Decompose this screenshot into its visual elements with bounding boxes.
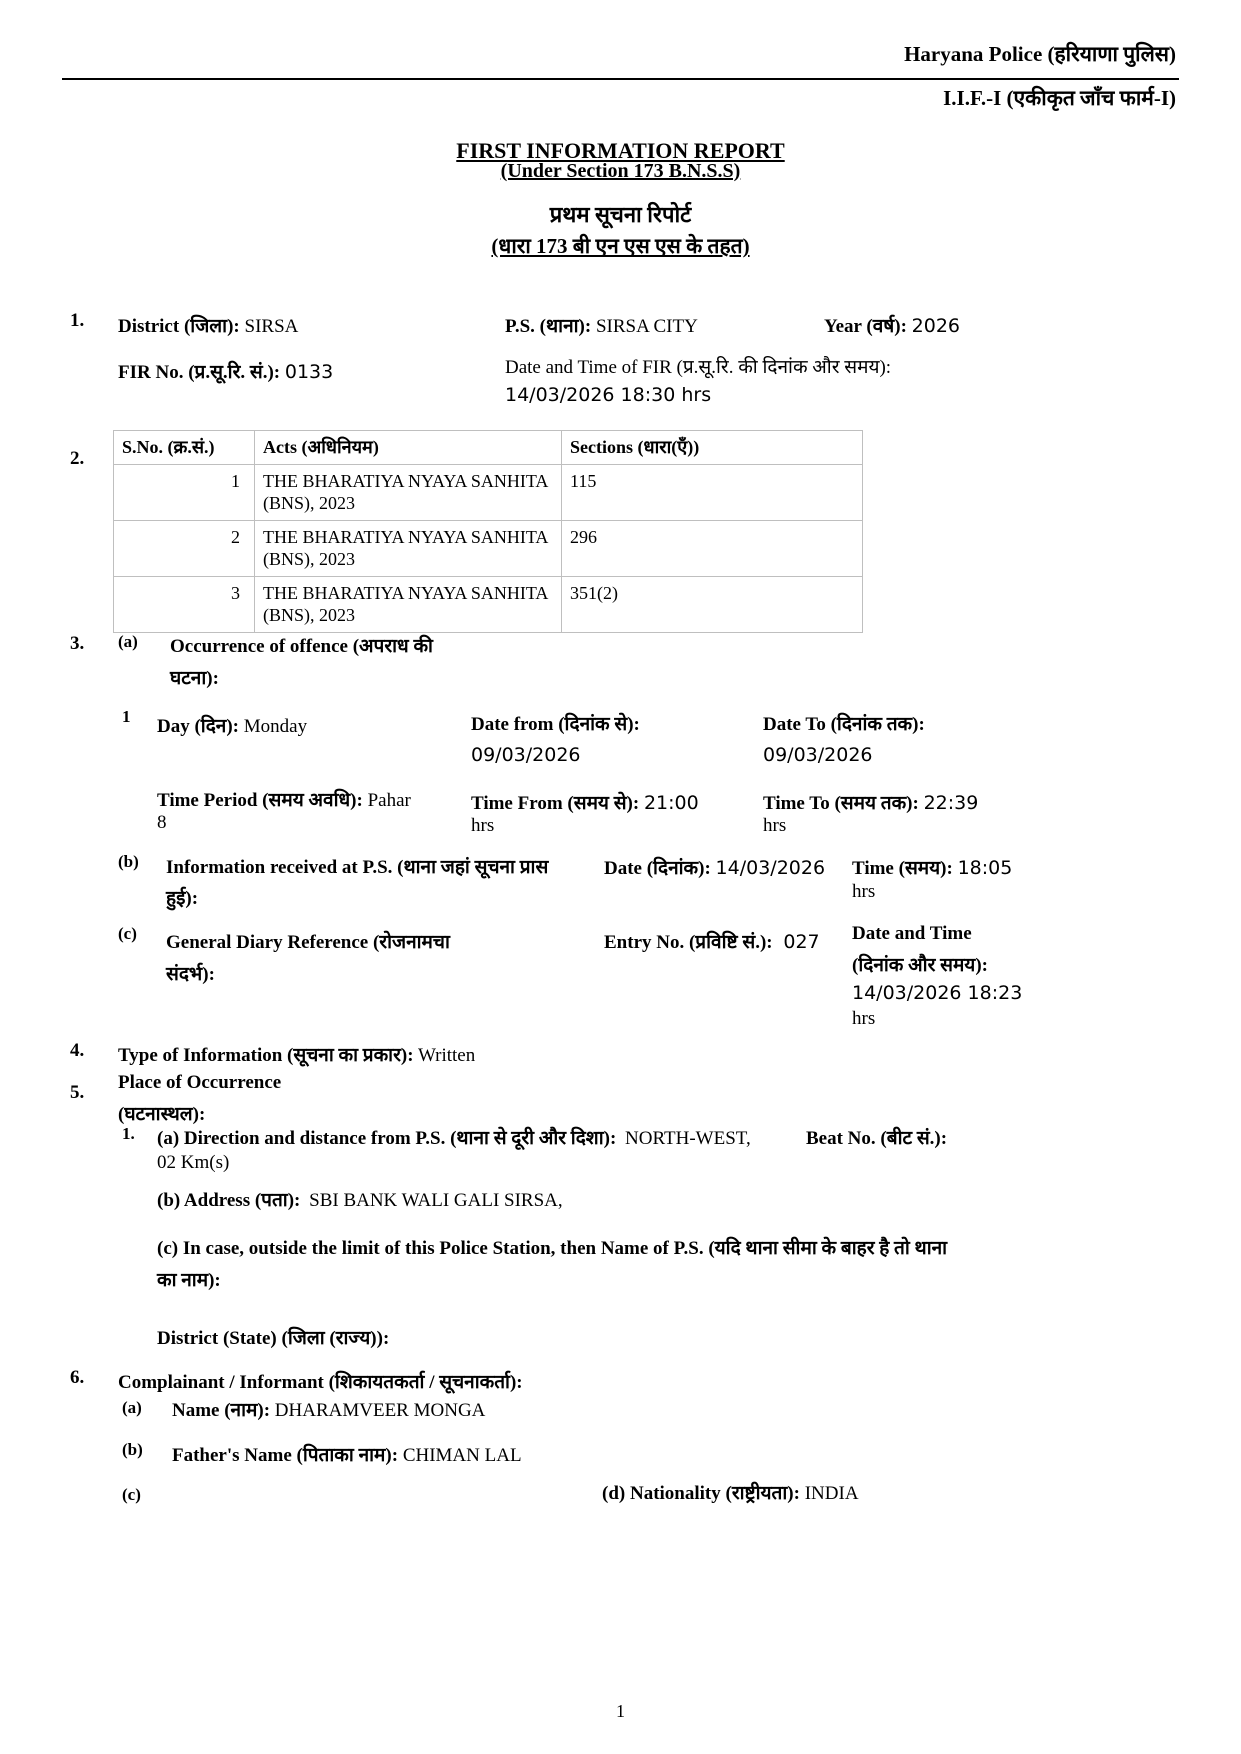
place-of-occurrence-label-line2: (घटनास्थल): <box>118 1104 206 1125</box>
item-3-marker: 3. <box>70 633 85 654</box>
item-2-marker: 2. <box>70 448 85 469</box>
time-from-label: Time From (समय से): <box>471 793 640 814</box>
address-value: SBI BANK WALI GALI SIRSA, <box>309 1190 563 1211</box>
page-subtitle: (Under Section 173 B.N.S.S) <box>500 160 741 182</box>
cell-section: 351(2) <box>562 576 863 632</box>
address-label: (b) Address (पता): <box>157 1190 301 1211</box>
force-name: Haryana Police (हरियाणा पुलिस) <box>904 42 1176 66</box>
time-period-label: Time Period (समय अवधि): <box>157 790 363 811</box>
district-state-label: District (State) (जिला (राज्य)): <box>157 1328 390 1349</box>
item-6c-marker: (c) <box>122 1485 141 1504</box>
fir-number-value: 0133 <box>284 361 334 383</box>
item-6-marker: 6. <box>70 1367 85 1388</box>
time-from-value: 21:00 <box>643 792 699 814</box>
item-1-marker: 1. <box>70 310 85 331</box>
date-to-value: 09/03/2026 <box>763 744 873 766</box>
item-4-marker: 4. <box>70 1040 85 1061</box>
table-row <box>114 464 863 520</box>
fir-number-label: FIR No. (प्र.सू.रि. सं.): <box>118 362 281 383</box>
type-of-information-field <box>118 1041 475 1067</box>
complainant-name-label: Name (नाम): <box>172 1400 271 1421</box>
day-field <box>157 712 307 738</box>
day-value: Monday <box>243 716 308 737</box>
info-received-date-label: Date (दिनांक): <box>604 858 711 879</box>
header-divider <box>62 78 1179 80</box>
fir-datetime-label: Date and Time of FIR (प्र.सू.रि. की दिनांक और समय): <box>505 357 892 378</box>
item-6b-marker: (b) <box>122 1440 143 1459</box>
info-received-label: Information received at P.S. (थाना जहां सूचना प्रास <box>166 857 549 878</box>
police-station-field <box>505 312 698 338</box>
time-to-label: Time To (समय तक): <box>763 793 919 814</box>
time-period-value: Pahar <box>367 790 411 811</box>
complainant-label: Complainant / Informant (शिकायतकर्ता / सूचनाकर्ता): <box>118 1372 523 1393</box>
father-name-value: CHIMAN LAL <box>402 1445 522 1466</box>
direction-distance-value-line2: 02 Km(s) <box>157 1152 230 1173</box>
father-name-label: Father's Name (पिताका नाम): <box>172 1445 399 1466</box>
police-station-label: P.S. (थाना): <box>505 316 592 337</box>
general-diary-label: General Diary Reference (रोजनामचा <box>166 932 450 953</box>
time-to-unit: hrs <box>763 815 787 836</box>
complainant-name-field <box>172 1396 485 1422</box>
time-from-unit: hrs <box>471 815 495 836</box>
gd-datetime-value: 14/03/2026 18:23 <box>852 982 1023 1004</box>
gd-datetime-label-line2: (दिनांक और समय): <box>852 955 988 976</box>
district-field <box>118 312 298 338</box>
district-value: SIRSA <box>244 316 299 337</box>
direction-distance-field <box>157 1124 751 1150</box>
info-received-time-label: Time (समय): <box>852 858 953 879</box>
column-header-acts: Acts (अधिनियम) <box>255 431 562 465</box>
item-6a-marker: (a) <box>122 1398 142 1417</box>
item-3b-marker: (b) <box>118 852 139 871</box>
acts-sections-table <box>113 430 863 633</box>
year-value: 2026 <box>911 315 961 337</box>
cell-sno: 1 <box>114 464 255 520</box>
type-of-information-label: Type of Information (सूचना का प्रकार): <box>118 1045 414 1066</box>
time-period-value-line2: 8 <box>157 812 167 833</box>
type-of-information-value: Written <box>417 1045 476 1066</box>
cell-sno: 2 <box>114 520 255 576</box>
page-title: FIRST INFORMATION REPORT <box>456 138 785 163</box>
page-title-hindi: प्रथम सूचना रिपोर्ट <box>549 202 692 227</box>
outside-limit-label: (c) In case, outside the limit of this Police Station, then Name of P.S. (यदि थाना सीमा के बाहर है तो थाना <box>157 1238 948 1259</box>
nationality-value: INDIA <box>804 1483 859 1504</box>
item-3a-marker: (a) <box>118 632 138 651</box>
cell-sno: 3 <box>114 576 255 632</box>
father-name-field <box>172 1441 522 1467</box>
place-row-number: 1. <box>122 1124 135 1143</box>
time-period-field <box>157 786 411 812</box>
cell-act: THE BHARATIYA NYAYA SANHITA (BNS), 2023 <box>255 464 562 520</box>
cell-act: THE BHARATIYA NYAYA SANHITA (BNS), 2023 <box>255 576 562 632</box>
table-row <box>114 520 863 576</box>
entry-no-value: 027 <box>783 931 820 953</box>
direction-distance-label: (a) Direction and distance from P.S. (थाना से दूरी और दिशा): <box>157 1128 617 1149</box>
nationality-label: (d) Nationality (राष्ट्रीयता): <box>602 1483 800 1504</box>
column-header-sno: S.No. (क्र.सं.) <box>114 431 255 465</box>
table-row <box>114 576 863 632</box>
occurrence-row-number: 1 <box>122 707 131 726</box>
beat-no-label: Beat No. (बीट सं.): <box>806 1128 948 1149</box>
complainant-name-value: DHARAMVEER MONGA <box>274 1400 486 1421</box>
general-diary-label-line2: संदर्भ): <box>166 964 215 985</box>
occurrence-of-offence-label: Occurrence of offence (अपराध की <box>170 636 433 657</box>
time-from-field <box>471 789 699 815</box>
info-received-time-value: 18:05 <box>957 857 1013 879</box>
date-from-value: 09/03/2026 <box>471 744 581 766</box>
fir-number-field <box>118 358 333 384</box>
place-of-occurrence-label: Place of Occurrence <box>118 1072 282 1093</box>
day-label: Day (दिन): <box>157 716 240 737</box>
column-header-sections: Sections (धारा(एँ)) <box>562 431 863 465</box>
police-station-value: SIRSA CITY <box>595 316 698 337</box>
info-received-time-field <box>852 854 1012 880</box>
address-field <box>157 1186 563 1212</box>
info-received-date-value: 14/03/2026 <box>715 857 826 879</box>
item-3c-marker: (c) <box>118 924 137 943</box>
date-from-label: Date from (दिनांक से): <box>471 714 640 735</box>
outside-limit-label-line2: का नाम): <box>157 1270 221 1291</box>
date-to-label: Date To (दिनांक तक): <box>763 714 925 735</box>
beat-no-field <box>806 1124 947 1150</box>
cell-act: THE BHARATIYA NYAYA SANHITA (BNS), 2023 <box>255 520 562 576</box>
cell-section: 115 <box>562 464 863 520</box>
info-received-time-unit: hrs <box>852 881 876 902</box>
info-received-date-field <box>604 854 825 880</box>
item-5-marker: 5. <box>70 1082 85 1103</box>
gd-datetime-unit: hrs <box>852 1008 876 1029</box>
direction-distance-value: NORTH-WEST, <box>625 1128 751 1149</box>
district-state-field <box>157 1324 389 1350</box>
form-code: I.I.F.-I (एकीकृत जाँच फार्म-I) <box>943 86 1176 110</box>
page-subtitle-hindi: (धारा 173 बी एन एस एस के तहत) <box>491 234 750 258</box>
time-to-value: 22:39 <box>923 792 979 814</box>
cell-section: 296 <box>562 520 863 576</box>
time-to-field <box>763 789 978 815</box>
occurrence-of-offence-label-line2: घटना): <box>170 668 219 689</box>
fir-datetime-value: 14/03/2026 18:30 hrs <box>505 384 712 406</box>
gd-datetime-label: Date and Time <box>852 923 972 944</box>
year-field <box>824 312 960 338</box>
year-label: Year (वर्ष): <box>824 316 907 337</box>
entry-no-label: Entry No. (प्रविष्टि सं.): <box>604 932 773 953</box>
table-header-row <box>114 431 863 465</box>
info-received-label-line2: हुई): <box>166 888 199 909</box>
page-number: 1 <box>616 1701 625 1721</box>
district-label: District (जिला): <box>118 316 240 337</box>
nationality-field <box>602 1479 859 1505</box>
entry-no-field <box>604 928 820 954</box>
